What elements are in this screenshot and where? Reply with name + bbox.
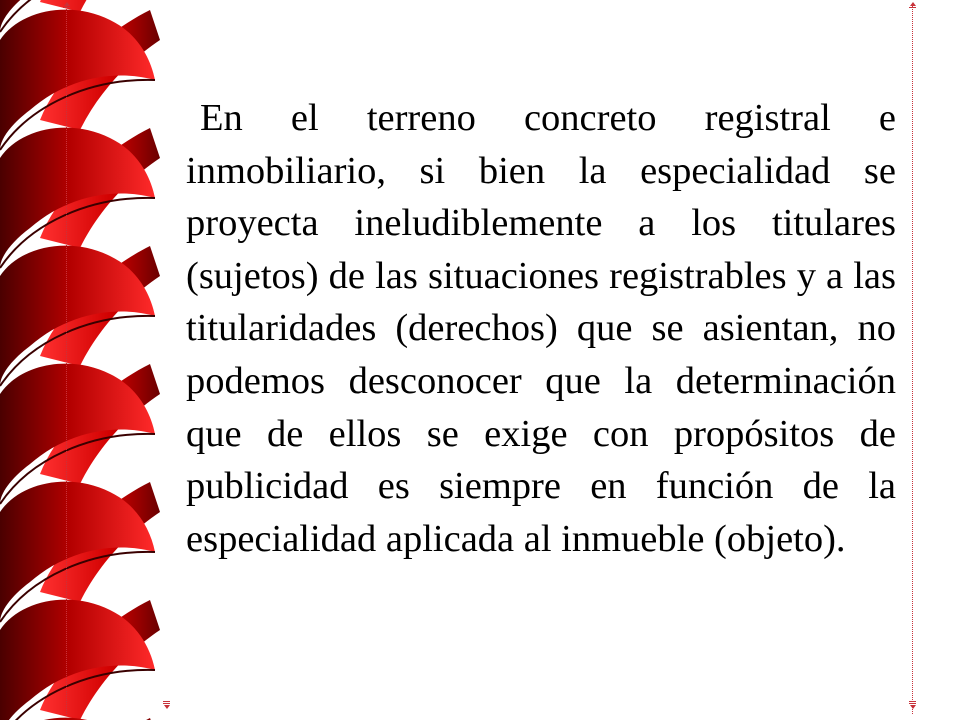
right-guide-line [912,6,913,714]
left-guide-line [66,6,67,714]
body-paragraph: En el terreno concreto registral e inmobiliario, si bien la especialidad se proyecta ineludiblemente a los titulares (sujetos) de las situaciones registrables y a las titularidades (derechos) que se asientan, no podemos desconocer que la determinación que de ellos se exige con propósitos de publicidad es siempre en función de la especialidad aplicada al inmueble (objeto). [186,97,896,560]
alignment-marker-icon [908,2,917,14]
red-ribbon-border [0,0,170,720]
alignment-marker-icon [62,2,71,14]
alignment-marker-icon [162,700,171,712]
alignment-marker-icon [908,700,917,712]
